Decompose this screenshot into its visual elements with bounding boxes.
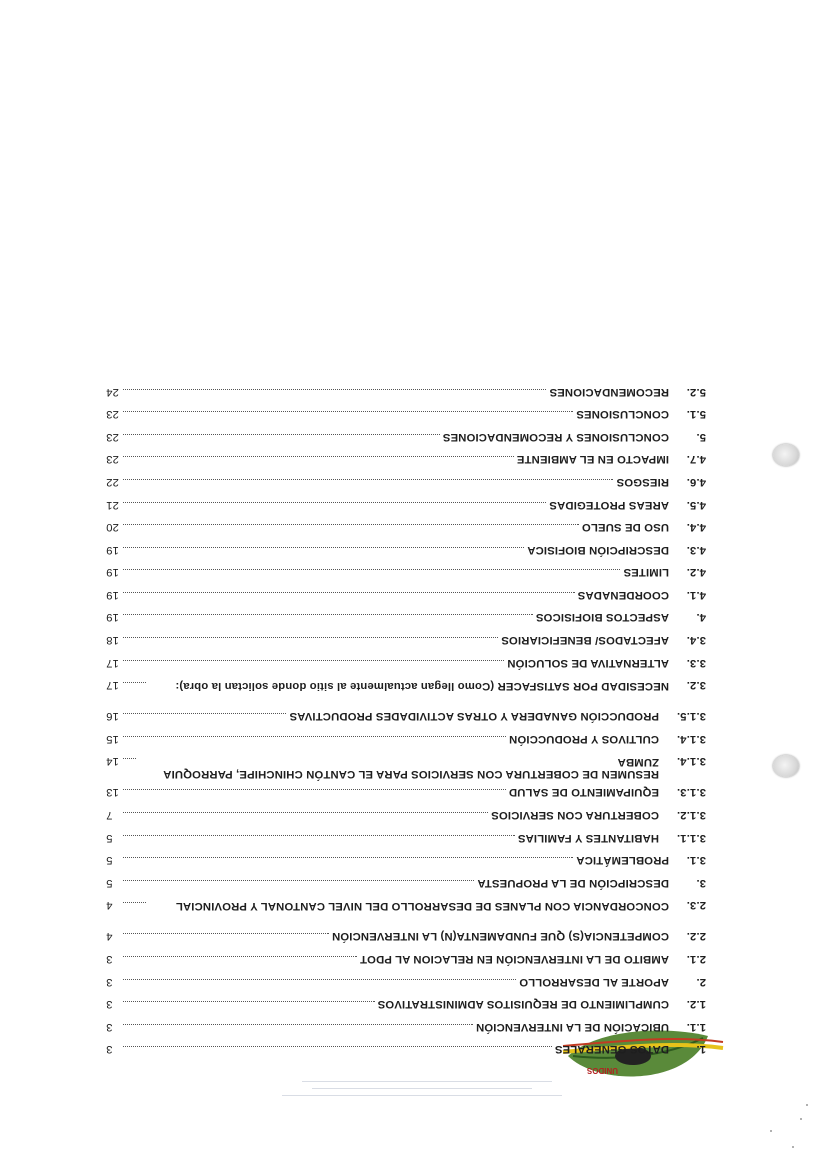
toc-leader-dots (123, 411, 573, 412)
toc-entry-number: 5.1. (686, 408, 706, 421)
toc-entry (106, 1021, 706, 1044)
toc-entry-number: 4.3. (686, 543, 706, 556)
toc-entry-title: ASPECTOS BIOFISICOS (535, 611, 669, 624)
toc-leader-dots (123, 434, 440, 435)
toc-entry (106, 809, 706, 832)
toc-entry-page: 13 (106, 786, 119, 799)
toc-entry (106, 634, 706, 657)
toc-entry (106, 953, 706, 976)
toc-leader-dots (123, 524, 579, 525)
toc-leader-dots (123, 835, 515, 836)
toc-entry-number: 3.1.4. (676, 732, 706, 745)
toc-entry-title: CONCLUSIONES Y RECOMENDACIONES (442, 430, 669, 443)
toc-entry-number: 5. (696, 430, 706, 443)
toc-entry (106, 1043, 706, 1066)
toc-entry-title: LIMITES (623, 566, 669, 579)
toc-entry-title: USO DE SUELO (581, 521, 669, 534)
toc-entry-number: 4.6. (686, 475, 706, 488)
toc-entry-page: 23 (106, 430, 119, 443)
table-of-contents (106, 386, 706, 1066)
toc-leader-dots (123, 736, 506, 737)
toc-entry-title: PRODUCCIÓN GANADERA Y OTRAS ACTIVIDADES PRODUCTIVAS (289, 710, 659, 723)
toc-entry-title: AMBITO DE LA INTERVENCIÓN EN RELACION AL PDOT (359, 953, 669, 966)
toc-entry-page: 19 (106, 588, 119, 601)
toc-entry-title: EQUIPAMIENTO DE SALUD (508, 786, 659, 799)
toc-entry-title: RIESGOS (616, 475, 669, 488)
toc-entry (106, 499, 706, 522)
toc-entry (106, 476, 706, 499)
toc-entry-title: DATOS GENERALES (554, 1043, 669, 1056)
toc-entry (106, 589, 706, 612)
toc-entry (106, 657, 706, 680)
toc-leader-dots (123, 592, 575, 593)
toc-entry-number: 2.1. (686, 953, 706, 966)
toc-entry-title: APORTE AL DESARROLLO (519, 975, 669, 988)
toc-entry-page: 24 (106, 385, 119, 398)
toc-entry-page: 20 (106, 521, 119, 534)
toc-entry-page: 16 (106, 710, 119, 723)
toc-entry (106, 408, 706, 431)
toc-entry-title: IMPACTO EN EL AMBIENTE (516, 453, 669, 466)
toc-entry-title: AREAS PROTEGIDAS (549, 498, 669, 511)
toc-leader-dots (123, 682, 146, 683)
toc-entry-number: 2.3. (686, 899, 706, 912)
toc-entry-number: 3.1.3. (676, 786, 706, 799)
toc-entry-page: 19 (106, 566, 119, 579)
toc-entry (106, 733, 706, 756)
toc-entry-title: HABITANTES Y FAMILIAS (517, 831, 659, 844)
toc-entry-title: COMPETENCIA(S) QUE FUNDAMENTA(N) LA INTERVENCIÓN (331, 930, 669, 943)
toc-entry (106, 786, 706, 809)
faint-header-bleedthrough (262, 1066, 562, 1096)
toc-entry (106, 453, 706, 476)
toc-entry-title: UBICACIÓN DE LA INTERVENCIÓN (475, 1020, 669, 1033)
toc-entry-page: 4 (106, 930, 113, 943)
toc-leader-dots (123, 615, 533, 616)
toc-entry-number: 4. (696, 611, 706, 624)
toc-entry (106, 521, 706, 544)
toc-entry-number: 1.1. (686, 1020, 706, 1033)
toc-entry (106, 544, 706, 567)
toc-entry-page: 14 (106, 755, 119, 768)
toc-entry-number: 3.2. (686, 679, 706, 692)
toc-entry-title: COORDENADAS (577, 588, 669, 601)
toc-leader-dots (123, 1046, 552, 1047)
toc-entry-number: 5.2. (686, 385, 706, 398)
toc-leader-dots (123, 456, 514, 457)
toc-entry-page: 22 (106, 475, 119, 488)
toc-entry-title: CONCORDANCIA CON PLANES DE DESARROLLO DEL NIVEL CANTONAL Y PROVINCIAL (175, 899, 669, 912)
toc-entry-number: 3. (696, 876, 706, 889)
toc-entry-number: 2. (696, 975, 706, 988)
toc-entry-page: 18 (106, 634, 119, 647)
toc-entry (106, 710, 706, 733)
toc-entry-page: 3 (106, 998, 113, 1011)
toc-entry (106, 755, 706, 786)
toc-entry-number: 1. (696, 1043, 706, 1056)
toc-entry-page: 23 (106, 453, 119, 466)
toc-entry-number: 3.3. (686, 656, 706, 669)
toc-leader-dots (123, 547, 524, 548)
toc-entry-number: 4.4. (686, 521, 706, 534)
toc-entry-title: ALTERNATIVA DE SOLUCIÓN (507, 656, 669, 669)
toc-entry (106, 566, 706, 589)
toc-leader-dots (123, 713, 286, 714)
toc-leader-dots (123, 569, 620, 570)
toc-entry (106, 899, 706, 930)
toc-leader-dots (123, 502, 546, 503)
toc-entry-number: 3.1.2. (676, 809, 706, 822)
toc-entry (106, 854, 706, 877)
toc-entry-number: 3.4. (686, 634, 706, 647)
toc-entry (106, 998, 706, 1021)
toc-entry-page: 5 (106, 831, 113, 844)
toc-entry-page: 17 (106, 679, 119, 692)
toc-entry-title: CUMPLIMIENTO DE REQUISITOS ADMINISTRATIVOS (377, 998, 669, 1011)
toc-entry-title: CULTIVOS Y PRODUCCIÓN (508, 732, 659, 745)
toc-entry-page: 5 (106, 854, 113, 867)
toc-leader-dots (123, 1001, 375, 1002)
toc-leader-dots (123, 389, 546, 390)
toc-entry-title: RESUMEN DE COBERTURA CON SERVICIOS PARA EL CANTÓN CHINCHIPE, PARROQUIA ZUMBA (163, 755, 659, 781)
toc-entry (106, 832, 706, 855)
toc-entry-page: 4 (106, 899, 113, 912)
toc-entry-number: 2.2. (686, 930, 706, 943)
toc-entry (106, 930, 706, 953)
toc-leader-dots (123, 789, 506, 790)
toc-entry-title: DESCRIPCIÓN DE LA PROPUESTA (477, 876, 669, 889)
toc-leader-dots (123, 857, 573, 858)
toc-entry-page: 19 (106, 543, 119, 556)
punch-hole-upper (773, 444, 799, 466)
toc-entry (106, 976, 706, 999)
toc-entry (106, 431, 706, 454)
toc-entry-page: 3 (106, 975, 113, 988)
toc-leader-dots (123, 812, 488, 813)
toc-entry-page: 19 (106, 611, 119, 624)
logo-text: UNIDOS (586, 1066, 618, 1075)
toc-entry-number: 3.1. (686, 854, 706, 867)
toc-entry-title: COBERTURA CON SERVICIOS (491, 809, 659, 822)
toc-leader-dots (123, 880, 474, 881)
toc-entry-number: 3.1.4. (676, 755, 706, 768)
toc-entry-title: NECESIDAD POR SATISFACER (Como llegan actualmente al sitio donde solictan la obra): (175, 679, 669, 692)
toc-entry (106, 386, 706, 409)
toc-entry (106, 877, 706, 900)
toc-entry-number: 1.2. (686, 998, 706, 1011)
toc-entry-title: RECOMENDACIONES (549, 385, 669, 398)
toc-entry-page: 7 (106, 809, 113, 822)
toc-entry-title: DESCRIPCIÓN BIOFISICA (527, 543, 669, 556)
toc-leader-dots (123, 979, 516, 980)
toc-leader-dots (123, 660, 504, 661)
toc-entry-number: 3.1.1. (676, 831, 706, 844)
toc-leader-dots (123, 479, 613, 480)
toc-entry-page: 3 (106, 1020, 113, 1033)
toc-entry-number: 4.5. (686, 498, 706, 511)
toc-entry-number: 4.1. (686, 588, 706, 601)
toc-entry-title: PROBLEMÁTICA (576, 854, 669, 867)
toc-entry-page: 3 (106, 953, 113, 966)
toc-entry-page: 17 (106, 656, 119, 669)
toc-leader-dots (123, 956, 357, 957)
toc-leader-dots (123, 933, 329, 934)
toc-entry-title: AFECTADOS/ BENEFICIARIOS (501, 634, 669, 647)
toc-leader-dots (123, 1024, 473, 1025)
toc-entry-number: 4.2. (686, 566, 706, 579)
toc-entry-number: 4.7. (686, 453, 706, 466)
toc-entry (106, 612, 706, 635)
toc-entry-title: CONCLUSIONES (576, 408, 669, 421)
toc-entry-page: 21 (106, 498, 119, 511)
toc-leader-dots (123, 637, 498, 638)
toc-entry (106, 679, 706, 710)
toc-entry-number: 3.1.5. (676, 710, 706, 723)
toc-leader-dots (123, 758, 136, 759)
toc-leader-dots (123, 902, 146, 903)
toc-entry-page: 23 (106, 408, 119, 421)
punch-hole-lower (773, 755, 799, 777)
toc-entry-page: 3 (106, 1043, 113, 1056)
toc-entry-page: 15 (106, 732, 119, 745)
toc-entry-page: 5 (106, 876, 113, 889)
